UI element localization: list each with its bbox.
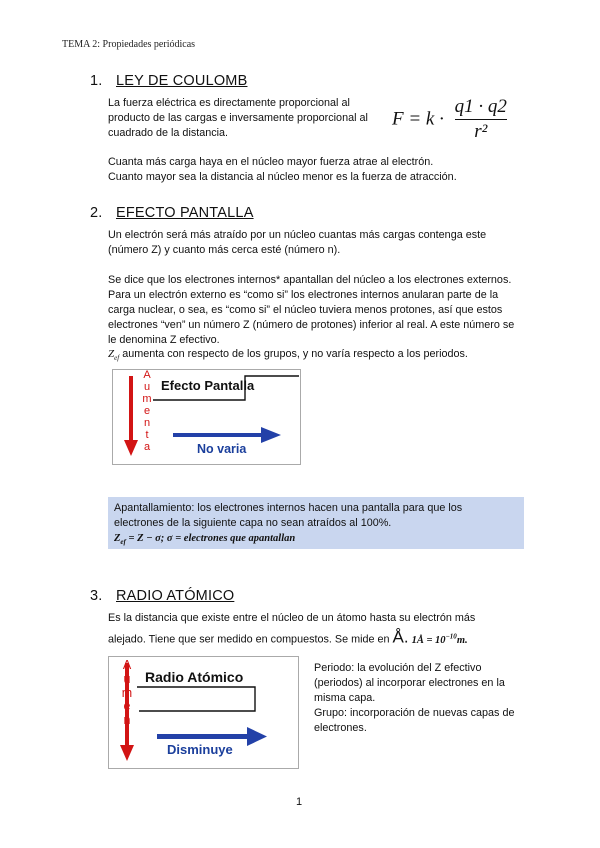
formula-denominator: r² <box>474 121 488 142</box>
text-line: carga nuclear, o sea, es “como si” el núcleo tuviera menos protones, así que estos <box>108 304 503 316</box>
zef-subscript: ef <box>114 354 120 363</box>
diagram-title: Radio Atómico <box>145 669 244 685</box>
formula-numerator: q1 · q2 <box>454 96 507 117</box>
text-line: producto de las cargas e inversamente proporcional al <box>108 112 368 124</box>
letter: t <box>125 726 129 741</box>
text-line: (número Z) y cuanto más cerca esté (número n). <box>108 244 341 256</box>
letter: e <box>123 699 131 714</box>
letter: e <box>143 405 151 417</box>
text-line: Un electrón será más atraído por un núcleo cuantas más cargas contenga este <box>108 229 487 241</box>
section-title-text: RADIO ATÓMICO <box>116 588 235 604</box>
section-title-text: EFECTO PANTALLA <box>116 205 254 221</box>
diagram-radio-atomico <box>108 656 299 769</box>
diagram-efecto-pantalla <box>112 369 301 465</box>
letter: m <box>121 685 133 700</box>
horizontal-arrow-head <box>261 427 281 443</box>
diagram-title: Efecto Pantalla <box>161 378 255 393</box>
letter: a <box>123 740 131 755</box>
horizontal-arrow-head <box>247 727 267 746</box>
note-text <box>114 501 462 550</box>
text-line: Se dice que los electrones internos* apantallan del núcleo a los electrones externos. <box>108 274 512 286</box>
section-title-ley-coulomb <box>90 73 247 89</box>
section-title-efecto-pantalla <box>90 205 254 221</box>
horizontal-arrow-shaft <box>157 734 251 739</box>
text-line: cuadrado de la distancia. <box>108 127 229 139</box>
diagram-arrow-label: No varia <box>197 442 247 456</box>
note-formula-symbol: Z <box>114 533 121 544</box>
letter: A <box>143 369 151 381</box>
text-line: Periodo: la evolución del Z efectivo <box>314 662 482 674</box>
text-line: Cuanta más carga haya en el núcleo mayor fuerza atrae al electrón. <box>108 156 434 168</box>
coulomb-formula <box>392 97 507 142</box>
diagram-arrow-label: Disminuye <box>167 742 233 757</box>
radio-side-notes <box>314 661 514 736</box>
text-line: electrones de la siguiente capa no sean atraídos al 100%. <box>114 517 392 529</box>
fraction-bar <box>455 119 507 120</box>
vertical-letters <box>121 659 133 756</box>
formula-exponent: −10 <box>445 632 457 640</box>
formula-fraction <box>455 97 507 142</box>
angstrom-symbol: Å. <box>392 627 409 647</box>
section-title-radio-atomico <box>90 588 234 604</box>
text-line: Cuanto mayor sea la distancia al núcleo menor es la fuerza de atracción. <box>108 171 457 183</box>
formula-lhs: F = k · <box>392 108 444 130</box>
horizontal-arrow-shaft <box>173 433 265 437</box>
note-formula-rest: = Z − σ; σ = electrones que apantallan <box>128 533 296 544</box>
vertical-arrow-head <box>124 440 138 456</box>
letter: u <box>123 671 131 686</box>
formula-base: 1Å = 10 <box>411 634 446 646</box>
page-number: 1 <box>296 796 303 808</box>
angstrom-formula <box>411 632 468 646</box>
text-line: La fuerza eléctrica es directamente proporcional al <box>108 97 350 109</box>
section-number: 1. <box>90 73 103 89</box>
coulomb-closing <box>108 155 457 185</box>
formula-unit: m. <box>456 634 468 646</box>
text-line: le denomina Z efectivo. <box>108 334 220 346</box>
letter: t <box>145 429 149 441</box>
text-line: electrones “ven” un número Z (número de protones) inferior al real. A este número se <box>108 319 515 331</box>
text-line: electrones. <box>314 722 367 734</box>
section-title-text: LEY DE COULOMB <box>116 73 248 89</box>
apantallamiento-note <box>108 497 524 549</box>
note-formula-subscript: ef <box>120 538 126 547</box>
pantalla-para1 <box>108 228 486 258</box>
vertical-letters <box>141 369 153 453</box>
text-line <box>108 629 475 648</box>
document-header: TEMA 2: Propiedades periódicas <box>62 39 196 50</box>
pantalla-para2 <box>108 273 514 348</box>
step-line <box>137 687 255 711</box>
zef-symbol: Z <box>108 348 115 360</box>
letter: A <box>122 658 132 672</box>
text-line: Grupo: incorporación de nuevas capas de <box>314 707 515 719</box>
text-line: misma capa. <box>314 692 376 704</box>
letter: n <box>143 417 151 429</box>
text-line: Apantallamiento: los electrones internos hacen una pantalla para que los <box>114 502 463 514</box>
letter: n <box>123 713 131 728</box>
section-number: 3. <box>90 588 103 604</box>
vertical-arrow-shaft <box>129 376 133 442</box>
text-line: Para un electrón externo es “como si” los electrones internos anularan parte de la <box>108 289 499 301</box>
radio-description <box>108 611 475 648</box>
letter: a <box>143 441 151 453</box>
letter: m <box>142 393 152 405</box>
zef-text: aumenta con respecto de los grupos, y no varía respecto a los periodos. <box>122 348 468 360</box>
text-line: Es la distancia que existe entre el núcleo de un átomo hasta su electrón más <box>108 612 476 624</box>
text-line: (periodos) al incorporar electrones en la <box>314 677 505 689</box>
coulomb-intro <box>108 96 368 141</box>
section-number: 2. <box>90 205 103 221</box>
zef-line <box>108 347 468 366</box>
note-formula <box>114 531 462 550</box>
text-fragment: alejado. Tiene que ser medido en compuestos. Se mide en <box>108 633 390 646</box>
letter: u <box>143 381 151 393</box>
